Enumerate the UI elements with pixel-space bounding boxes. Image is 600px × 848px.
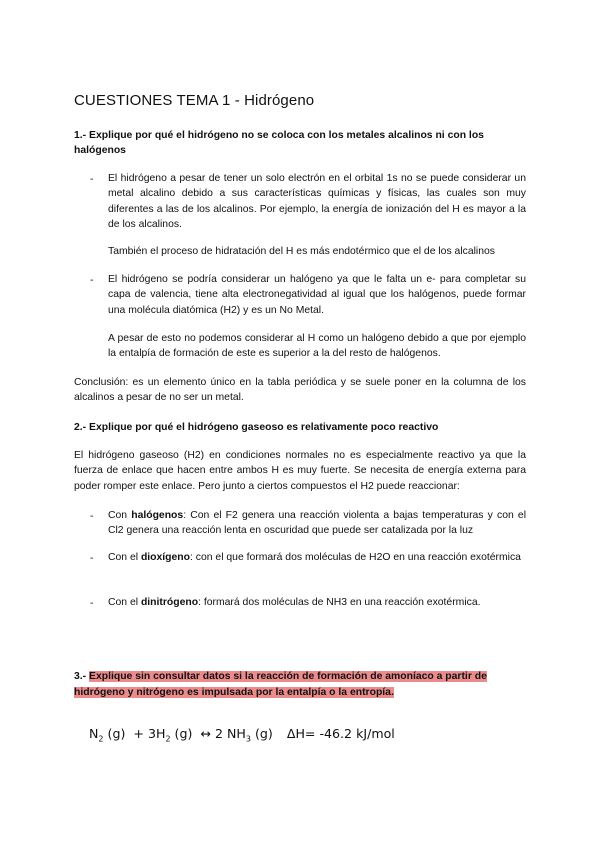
question-2-heading: 2.- Explique por qué el hidrógeno gaseoso es relativamente poco reactivo bbox=[74, 422, 439, 433]
q1-answer-halogen-note: A pesar de esto no podemos considerar al H como un halógeno debido a que por ejemplo la entalpía de formación de este es superior a la del resto de halógenos. bbox=[108, 333, 526, 360]
equilibrium-arrow: ↔ bbox=[200, 726, 211, 741]
enthalpy-value: ΔH= -46.2 kJ/mol bbox=[286, 726, 395, 741]
q1-answer-alkali-note: También el proceso de hidratación del H es más endotérmico que el de los alcalinos bbox=[108, 246, 495, 257]
bullet-marker: - bbox=[90, 511, 94, 522]
highlighted-question: Explique sin consultar datos si la reacción de formación de amoníaco a partir de hidrógeno y nitrógeno es impulsada por la entalpía o la entropía. bbox=[74, 671, 487, 698]
q1-conclusion: Conclusión: es un elemento único en la tabla periódica y se suele poner en la columna de los alcalinos a pesar de no ser un metal. bbox=[74, 377, 526, 404]
page-title: CUESTIONES TEMA 1 - Hidrógeno bbox=[74, 92, 315, 109]
bullet-marker: - bbox=[90, 553, 94, 564]
term-dinitrogeno: dinitrógeno bbox=[140, 597, 199, 608]
bullet-marker: - bbox=[90, 174, 94, 185]
q1-answer-halogen: El hidrógeno se podría considerar un halógeno ya que le falta un e- para completar su capa de valencia, tiene alta electronegatividad al igual que los halógenos, puede formar una molécula diatómica (H2) y es un No Metal. bbox=[108, 274, 526, 316]
q2-item-dioxygen: Con el dioxígeno: con el que formará dos moléculas de H2O en una reacción exotérmica bbox=[108, 552, 521, 563]
question-1-heading: 1.- Explique por qué el hidrógeno no se coloca con los metales alcalinos ni con los halógenos bbox=[74, 130, 484, 156]
bullet-marker: - bbox=[90, 275, 94, 286]
question-3-heading: 3.- Explique sin consultar datos si la reacción de formación de amoníaco a partir de hidrógeno y nitrógeno es impulsada por la entalpía o la entropía. bbox=[74, 671, 487, 698]
ammonia-formation-equation: $N_2$ $(g) + 3H_2$ (g) ↔ 2 $NH_3$ (g) ΔH= -46.2 kJ/mol bbox=[89, 726, 395, 744]
q2-item-dinitrogen: Con el dinitrógeno: formará dos moléculas de NH3 en una reacción exotérmica. bbox=[108, 597, 481, 608]
term-halogenos: halógenos bbox=[131, 510, 184, 521]
bullet-marker: - bbox=[90, 598, 94, 609]
term-dioxigeno: dioxígeno bbox=[140, 552, 191, 563]
q2-intro: El hidrógeno gaseoso (H2) en condiciones normales no es especialmente reactivo ya que la fuerza de enlace que hacen entre ambos H es muy fuerte. Se necesita de energía externa para poder romper este enlace. Pero junto a ciertos compuestos el H2 puede reaccionar: bbox=[74, 450, 526, 492]
q1-answer-alkali: El hidrógeno a pesar de tener un solo electrón en el orbital 1s no se puede considerar un metal alcalino debido a sus características químicas y físicas, las cuales son muy diferentes a las de los alcalinos. Por ejemplo, la energía de ionización del H es mayor a la de los alcalinos. bbox=[108, 173, 526, 231]
q2-item-halogens: Con halógenos: Con el F2 genera una reacción violenta a bajas temperaturas y con el Cl2 genera una reacción lenta en oscuridad que puede ser catalizada por la luz bbox=[108, 510, 526, 537]
